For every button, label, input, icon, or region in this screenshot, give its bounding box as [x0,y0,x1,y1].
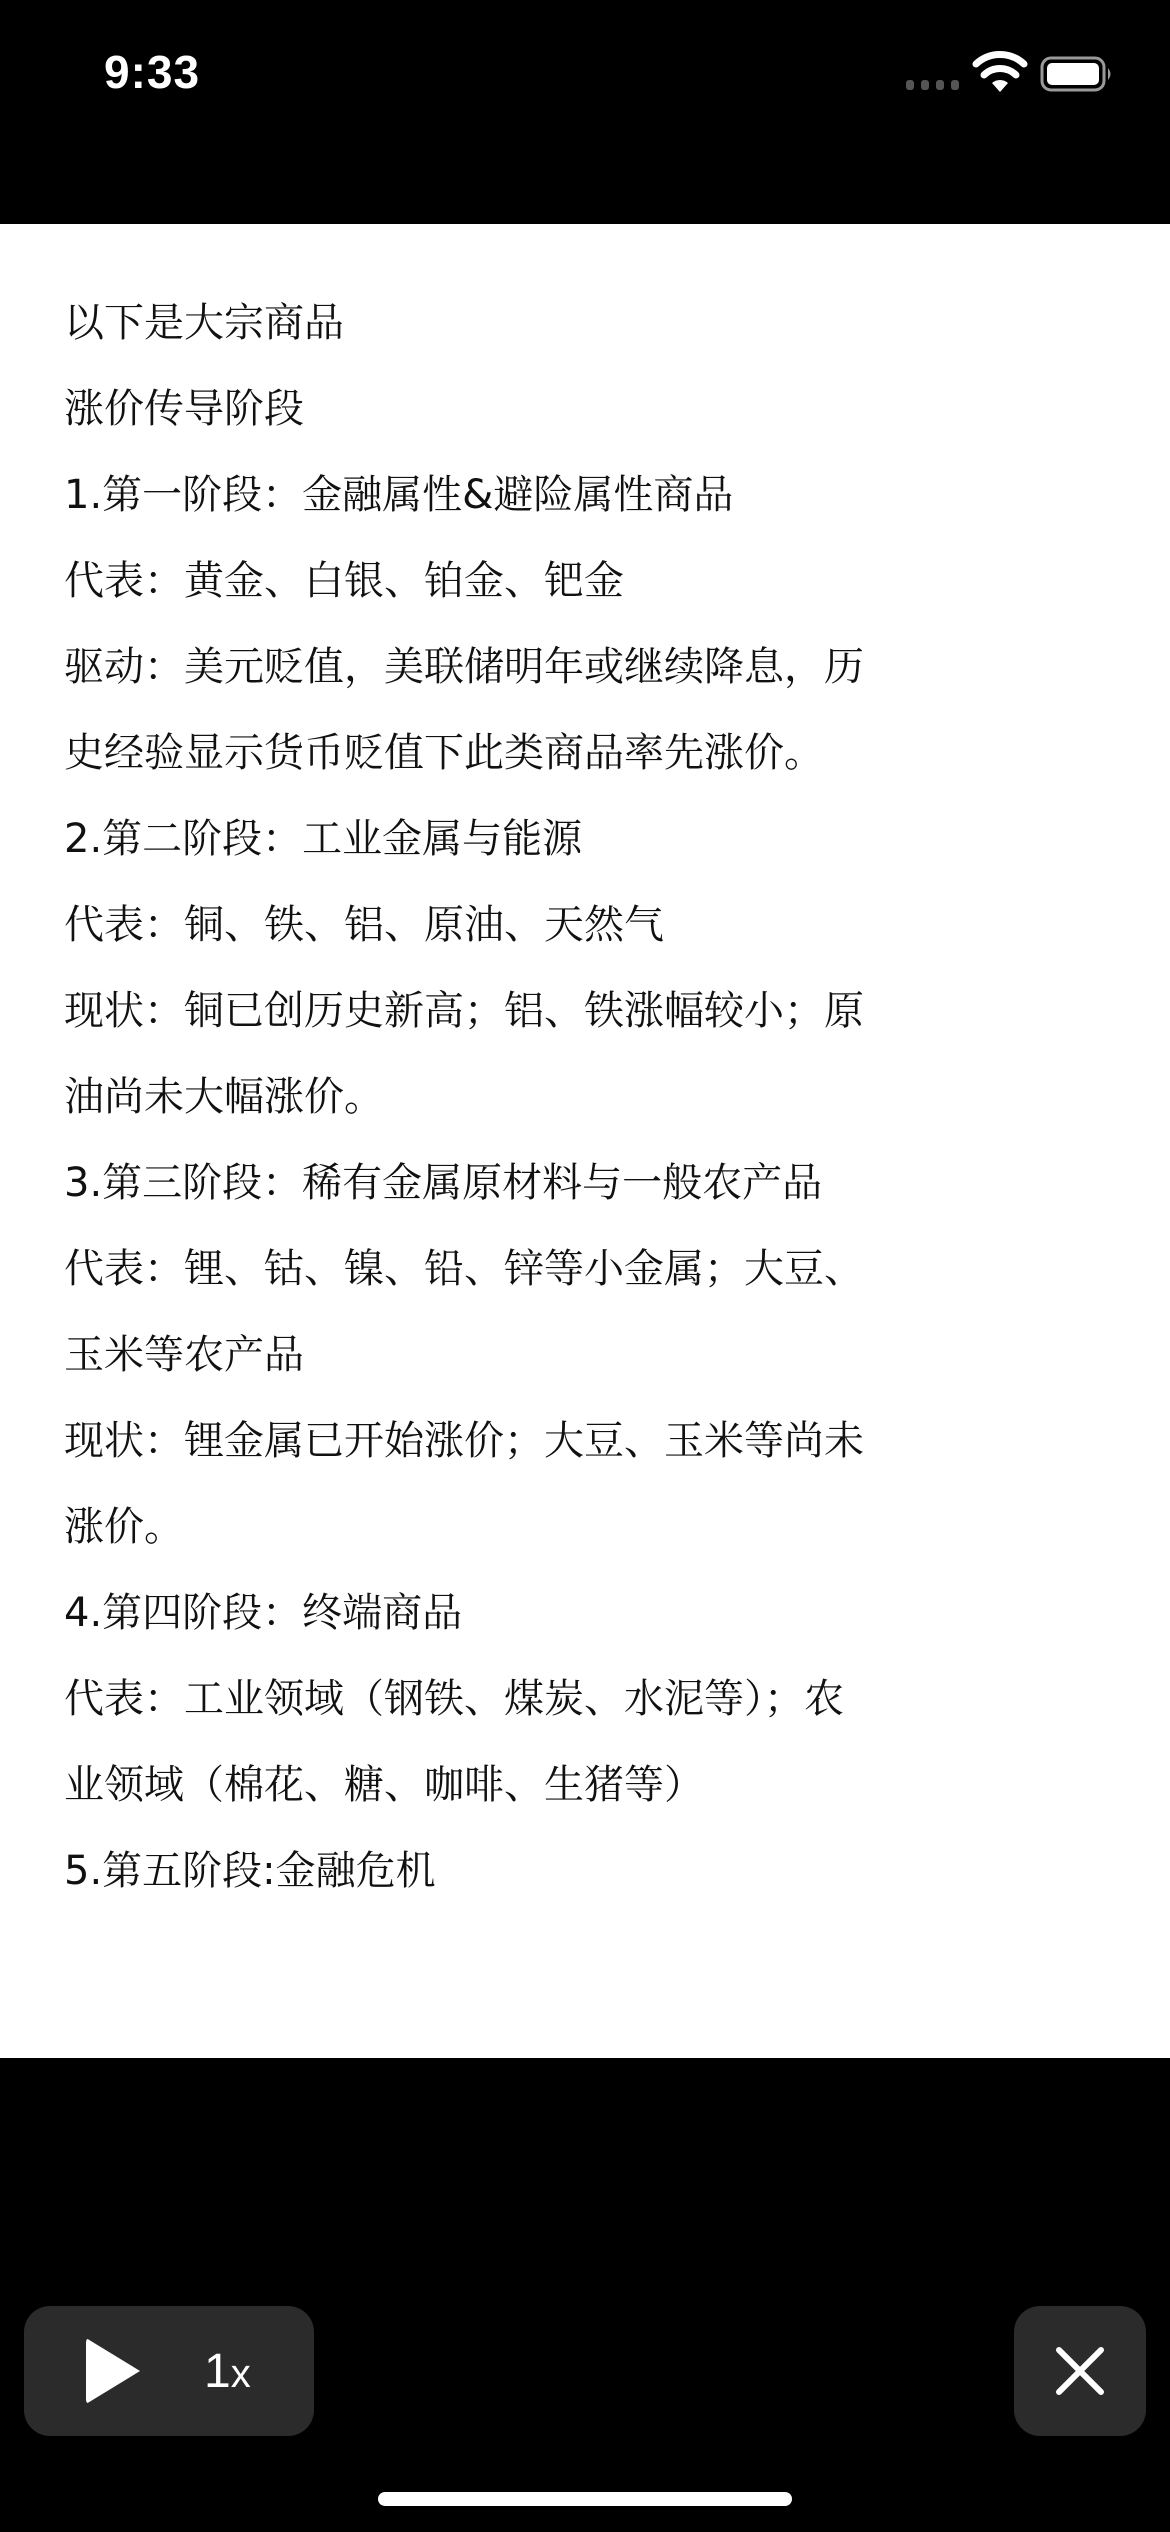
text-line: 涨价传导阶段 [64,386,304,432]
document-page [0,224,1170,2058]
play-speed-panel [24,2306,314,2436]
cellular-signal-icon [906,80,960,90]
battery-icon [1040,56,1114,92]
text-line: 玉米等农产品 [64,1332,304,1378]
text-line: 现状：铜已创历史新高；铝、铁涨幅较小；原 [64,988,864,1034]
text-line: 史经验显示货币贬值下此类商品率先涨价。 [64,730,824,776]
text-line: 5.第五阶段:金融危机 [64,1848,436,1894]
text-line: 现状：锂金属已开始涨价；大豆、玉米等尚未 [64,1418,864,1464]
close-icon [1054,2345,1106,2397]
playback-speed-button[interactable] [204,2342,251,2404]
document-text [64,280,1104,1914]
speed-suffix: x [230,2352,251,2396]
text-line: 代表：黄金、白银、铂金、钯金 [64,558,624,604]
close-button[interactable] [1014,2306,1146,2436]
status-time: 9:33 [104,46,201,98]
text-line: 1.第一阶段：金融属性&避险属性商品 [64,472,734,518]
text-line: 油尚未大幅涨价。 [64,1074,384,1120]
text-line: 代表：锂、钴、镍、铅、锌等小金属；大豆、 [64,1246,864,1292]
text-line: 涨价。 [64,1504,184,1550]
home-indicator[interactable] [378,2492,792,2506]
text-line: 3.第三阶段：稀有金属原材料与一般农产品 [64,1160,823,1206]
text-line: 代表：铜、铁、铝、原油、天然气 [64,902,664,948]
speed-value: 1 [204,2345,231,2398]
text-line: 2.第二阶段：工业金属与能源 [64,816,583,862]
wifi-icon [972,50,1028,94]
text-line: 以下是大宗商品 [64,300,344,346]
text-line: 代表：工业领域（钢铁、煤炭、水泥等）；农 [64,1676,844,1722]
play-icon[interactable] [86,2338,140,2404]
text-line: 业领域（棉花、糖、咖啡、生猪等） [64,1762,704,1808]
text-line: 驱动：美元贬值，美联储明年或继续降息，历 [64,644,864,690]
playback-controls [0,2058,1170,2532]
status-bar [0,0,1170,140]
text-line: 4.第四阶段：终端商品 [64,1590,463,1636]
